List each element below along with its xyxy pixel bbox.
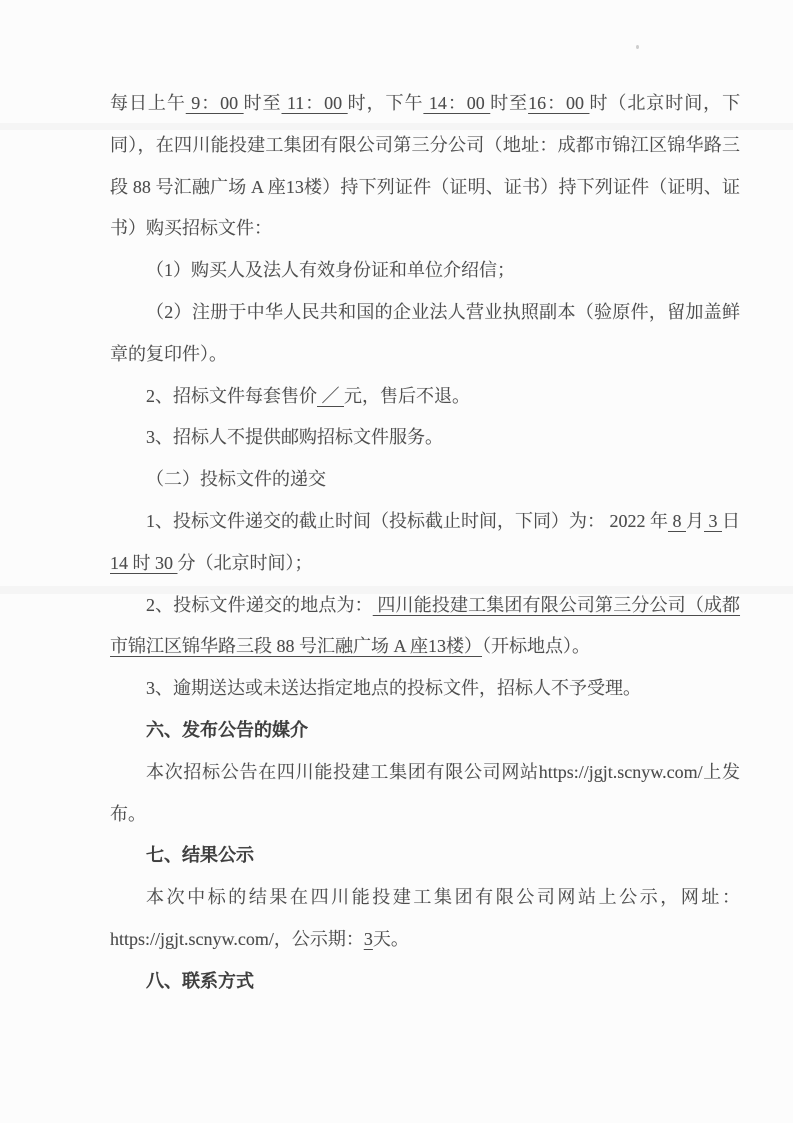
text-segment: 时（北京时间，下同），在四川能投建工集团有限公司第三分公司（地址：成都市锦江区锦华路三段 88 号汇融广场 A 座13楼）持下列证件（证明、证书）持下列证件（证明、证书）购买招标文件： [110, 93, 741, 239]
filled-blank-segment: 11：00 [281, 93, 348, 113]
text-segment: （1）购买人及法人有效身份证和单位介绍信； [146, 260, 515, 281]
text-segment: （2）注册于中华人民共和国的企业法人营业执照副本（验原件，留加盖鲜章的复印件）。 [110, 301, 740, 364]
document-body [110, 83, 740, 1003]
filled-blank-segment: 8 [668, 510, 686, 531]
section-heading [110, 710, 740, 752]
text-segment: 八、联系方式 [146, 970, 254, 991]
paragraph [110, 752, 740, 836]
filled-blank-segment: 四川能投建工集团有限公司第三分公司（成都市锦江区锦华路三段 88 号汇融广场 A 座13楼） [110, 594, 741, 657]
text-segment: 七、结果公示 [146, 845, 254, 866]
text-segment: 3、招标人不提供邮购招标文件服务。 [146, 427, 443, 448]
text-segment: （开标地点）。 [482, 636, 591, 657]
text-segment: 日 [722, 510, 740, 531]
paragraph [110, 668, 740, 710]
paragraph [110, 585, 740, 669]
text-segment: 六、发布公告的媒介 [146, 719, 308, 740]
filled-blank-segment: 3 [363, 928, 373, 949]
text-segment: （二）投标文件的递交 [146, 469, 326, 490]
text-segment: 2、投标文件递交的地点为： [146, 594, 373, 615]
filled-blank-segment: 14：00 [423, 93, 491, 113]
filled-blank-segment: 16：00 [528, 93, 590, 113]
text-segment: 分（北京时间）； [177, 552, 313, 573]
filled-blank-segment: 14 时 30 [110, 552, 178, 573]
paragraph [110, 250, 740, 292]
paragraph [110, 292, 740, 376]
text-segment: 元，售后不退。 [344, 385, 470, 406]
paragraph [110, 459, 740, 501]
text-segment: 3、逾期送达或未送达指定地点的投标文件，招标人不予受理。 [146, 678, 641, 699]
filled-blank-segment: 9：00 [185, 93, 244, 113]
text-segment: 2、招标文件每套售价 [146, 385, 317, 406]
paragraph [110, 501, 740, 585]
paragraph [110, 83, 740, 250]
text-segment: 本次招标公告在四川能投建工集团有限公司网站https://jgjt.scnyw.com/上发布。 [110, 761, 740, 824]
text-segment: 时，下午 [347, 93, 424, 113]
text-segment: 天。 [372, 928, 409, 949]
section-heading [110, 835, 740, 877]
text-segment: 时至 [243, 93, 282, 113]
section-heading [110, 961, 740, 1003]
text-segment: 月 [686, 510, 704, 531]
filled-blank-segment: ／ [317, 385, 344, 406]
paragraph [110, 376, 740, 418]
scan-speck [636, 45, 639, 49]
text-segment: 时至 [490, 93, 529, 113]
text-segment: 本次中标的结果在四川能投建工集团有限公司网站上公示，网址：https://jgjt.scnyw.com/，公示期： [110, 887, 740, 949]
filled-blank-segment: 3 [704, 510, 722, 531]
text-segment: 1、投标文件递交的截止时间（投标截止时间，下同）为： 2022 年 [146, 510, 668, 531]
text-segment: 每日上午 [110, 93, 186, 113]
paragraph [110, 877, 740, 961]
paragraph [110, 417, 740, 459]
